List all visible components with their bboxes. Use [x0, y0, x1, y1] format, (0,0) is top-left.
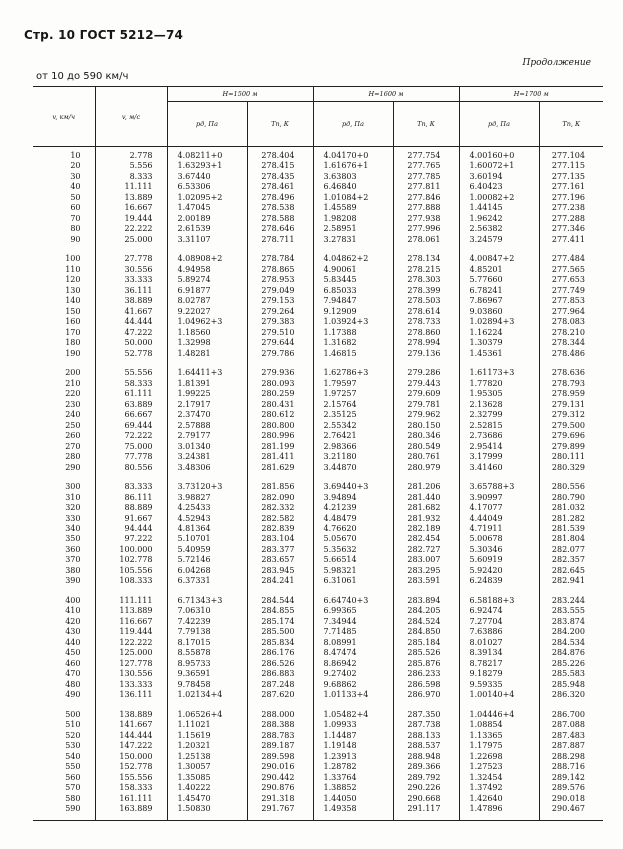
speed-ms-cell: 83.333 86.111 88.889 91.667 94.444 97.222 100.000 102.778 105.556 108.333 — [95, 478, 167, 592]
pressure-cell-alt-3: 4.00160+0 1.60072+1 3.60194 6.40423 1.00082+2 1.44145 1.96242 2.56382 3.24579 — [459, 147, 539, 251]
temperature-cell-alt-1: 281.856 282.090 282.332 282.582 282.839 283.104 283.377 283.657 283.945 284.241 — [247, 478, 313, 592]
temperature-cell-alt-1: 278.404 278.415 278.435 278.461 278.496 278.538 278.588 278.646 278.711 — [247, 147, 313, 251]
col-header-t-1: Tп, К — [247, 102, 313, 147]
pressure-cell-alt-3: 1.61173+3 1.77820 1.95305 2.13628 2.32799 2.52815 2.73686 2.95414 3.17999 3.41460 — [459, 364, 539, 478]
col-header-p-3: pд, Па — [459, 102, 539, 147]
table-body — [33, 147, 603, 821]
temperature-cell-alt-2: 281.206 281.440 281.682 281.932 282.189 282.454 282.727 283.007 283.295 283.591 — [393, 478, 459, 592]
pressure-cell-alt-2: 1.05482+4 1.09933 1.14487 1.19148 1.23913 1.28782 1.33764 1.38852 1.44050 1.49358 — [313, 706, 393, 820]
page-header: Стр. 10 ГОСТ 5212—74 — [24, 28, 184, 42]
pressure-cell-alt-1: 4.08908+2 4.94958 5.89274 6.91877 8.02787 9.22027 1.04962+3 1.18560 1.32998 1.48281 — [167, 250, 247, 364]
speed-kmh-cell: 400 410 420 430 440 450 460 470 480 490 — [65, 595, 81, 700]
temperature-cell-alt-1: 284.544 284.855 285.174 285.500 285.834 286.176 286.526 286.883 287.248 287.620 — [247, 592, 313, 706]
data-table — [33, 86, 603, 821]
pressure-cell-alt-3: 6.58188+3 6.92474 7.27704 7.63886 8.01027 8.39134 8.78217 9.18279 9.59335 1.00140+4 — [459, 592, 539, 706]
speed-ms-cell: 2.778 5.556 8.333 11.111 13.889 16.667 19.444 22.222 25.000 — [95, 147, 167, 251]
temperature-cell-alt-1: 279.936 280.093 280.259 280.431 280.612 280.800 280.996 281.199 281.411 281.629 — [247, 364, 313, 478]
temperature-cell-alt-2: 283.894 284.205 284.524 284.850 285.184 285.526 285.876 286.233 286.598 286.970 — [393, 592, 459, 706]
speed-ms-cell: 111.111 113.889 116.667 119.444 122.222 125.000 127.778 130.556 133.333 136.111 — [95, 592, 167, 706]
temperature-cell-alt-2: 277.754 277.765 277.785 277.811 277.846 277.888 277.938 277.996 278.061 — [393, 147, 459, 251]
pressure-cell-alt-1: 6.71343+3 7.06310 7.42239 7.79138 8.17015 8.55878 8.95733 9.36591 9.78458 1.02134+4 — [167, 592, 247, 706]
speed-kmh-cell: 500 510 520 530 540 550 560 570 580 590 — [33, 706, 95, 820]
pressure-cell-alt-1: 4.08211+0 1.63293+1 3.67440 6.53306 1.02095+2 1.47045 2.00189 2.61539 3.31107 — [167, 147, 247, 251]
continuation-label: Продолжение — [522, 58, 591, 68]
temperature-cell-alt-1: 288.000 288.388 288.783 289.187 289.598 290.016 290.442 290.876 291.318 291.767 — [247, 706, 313, 820]
temperature-cell-alt-3: 286.700 287.088 287.483 287.887 288.298 288.716 289.142 289.576 290.018 290.467 — [539, 706, 603, 820]
speed-kmh-cell: 10 20 30 40 50 60 70 80 90 — [70, 151, 81, 244]
temperature-cell-alt-3: 277.484 277.565 277.653 277.749 277.853 277.964 278.083 278.210 278.344 278.486 — [539, 250, 603, 364]
altitude-header-1: H=1500 м — [167, 87, 313, 102]
pressure-cell-alt-3: 3.65788+3 3.90997 4.17077 4.44049 4.71911 5.00678 5.30346 5.60919 5.92420 6.24839 — [459, 478, 539, 592]
table-row-group — [33, 364, 603, 478]
pressure-cell-alt-3: 1.04446+4 1.08854 1.13365 1.17975 1.22698 1.27523 1.32454 1.37492 1.42640 1.47896 — [459, 706, 539, 820]
temperature-cell-alt-3: 283.244 283.555 283.874 284.200 284.534 284.876 285.226 285.583 285.948 286.320 — [539, 592, 603, 706]
pressure-cell-alt-1: 1.06526+4 1.11021 1.15619 1.20321 1.25138 1.30057 1.35085 1.40222 1.45470 1.50830 — [167, 706, 247, 820]
table-row-group — [33, 147, 603, 251]
speed-kmh-cell: 100 110 120 130 140 150 160 170 180 190 — [65, 254, 81, 358]
pressure-cell-alt-2: 1.62786+3 1.79597 1.97257 2.15764 2.35125 2.55342 2.76421 2.98366 3.21180 3.44870 — [313, 364, 393, 478]
pressure-cell-alt-2: 4.04862+2 4.90061 5.83445 6.85033 7.94847 9.12909 1.03924+3 1.17388 1.31682 1.46815 — [313, 250, 393, 364]
speed-kmh-cell: 300 310 320 330 340 350 360 370 380 390 — [65, 482, 81, 586]
col-header-p-1: pд, Па — [167, 102, 247, 147]
range-caption: от 10 до 590 км/ч — [36, 71, 129, 82]
col-header-v-kmh: v, км/ч — [33, 87, 95, 147]
pressure-cell-alt-2: 3.69440+3 3.94894 4.21239 4.48479 4.76620 5.05670 5.35632 5.66514 5.98321 6.31061 — [313, 478, 393, 592]
table-row-group — [33, 250, 603, 364]
speed-ms-cell: 138.889 141.667 144.444 147.222 150.000 152.778 155.556 158.333 161.111 163.889 — [95, 706, 167, 820]
speed-kmh-cell: 200 210 220 230 240 250 260 270 280 290 — [65, 368, 81, 472]
altitude-header-3: H=1700 м — [459, 87, 603, 102]
pressure-cell-alt-2: 4.04170+0 1.61676+1 3.63803 6.46840 1.01084+2 1.45589 1.98208 2.58951 3.27831 — [313, 147, 393, 251]
altitude-header-2: H=1600 м — [313, 87, 459, 102]
temperature-cell-alt-2: 287.350 287.738 288.133 288.537 288.948 289.366 289.792 290.226 290.668 291.117 — [393, 706, 459, 820]
col-header-t-3: Tп, К — [539, 102, 603, 147]
speed-ms-cell: 27.778 30.556 33.333 36.111 38.889 41.667 44.444 47.222 50.000 52.778 — [95, 250, 167, 364]
header-row-altitude — [33, 87, 603, 102]
pressure-cell-alt-1: 1.64411+3 1.81391 1.99225 2.17917 2.37470 2.57888 2.79177 3.01340 3.24381 3.48306 — [167, 364, 247, 478]
col-header-v-ms: v, м/с — [95, 87, 167, 147]
table-row-group — [33, 592, 603, 706]
pressure-cell-alt-2: 6.64740+3 6.99365 7.34944 7.71485 8.08991 8.47474 8.86942 9.27402 9.68862 1.01133+4 — [313, 592, 393, 706]
temperature-cell-alt-3: 277.104 277.115 277.135 277.161 277.196 277.238 277.288 277.346 277.411 — [539, 147, 603, 251]
pressure-cell-alt-1: 3.73120+3 3.98827 4.25433 4.52943 4.81364 5.10701 5.40959 5.72146 6.04268 6.37331 — [167, 478, 247, 592]
temperature-cell-alt-3: 278.636 278.793 278.959 279.131 279.312 279.500 279.696 279.899 280.111 280.329 — [539, 364, 603, 478]
speed-ms-cell: 55.556 58.333 61.111 63.889 66.667 69.444 72.222 75.000 77.778 80.556 — [95, 364, 167, 478]
table-row-group — [33, 478, 603, 592]
col-header-t-2: Tп, К — [393, 102, 459, 147]
temperature-cell-alt-2: 278.134 278.215 278.303 278.399 278.503 278.614 278.733 278.860 278.994 279.136 — [393, 250, 459, 364]
pressure-cell-alt-3: 4.00847+2 4.85201 5.77660 6.78241 7.86967 9.03860 1.02894+3 1.16224 1.30379 1.45361 — [459, 250, 539, 364]
table-row-group — [33, 706, 603, 820]
col-header-p-2: pд, Па — [313, 102, 393, 147]
temperature-cell-alt-2: 279.286 279.443 279.609 279.781 279.962 280.150 280.346 280.549 280.761 280.979 — [393, 364, 459, 478]
temperature-cell-alt-1: 278.784 278.865 278.953 279.049 279.153 279.264 279.383 279.510 279.644 279.786 — [247, 250, 313, 364]
temperature-cell-alt-3: 280.556 280.790 281.032 281.282 281.539 281.804 282.077 282.357 282.645 282.941 — [539, 478, 603, 592]
